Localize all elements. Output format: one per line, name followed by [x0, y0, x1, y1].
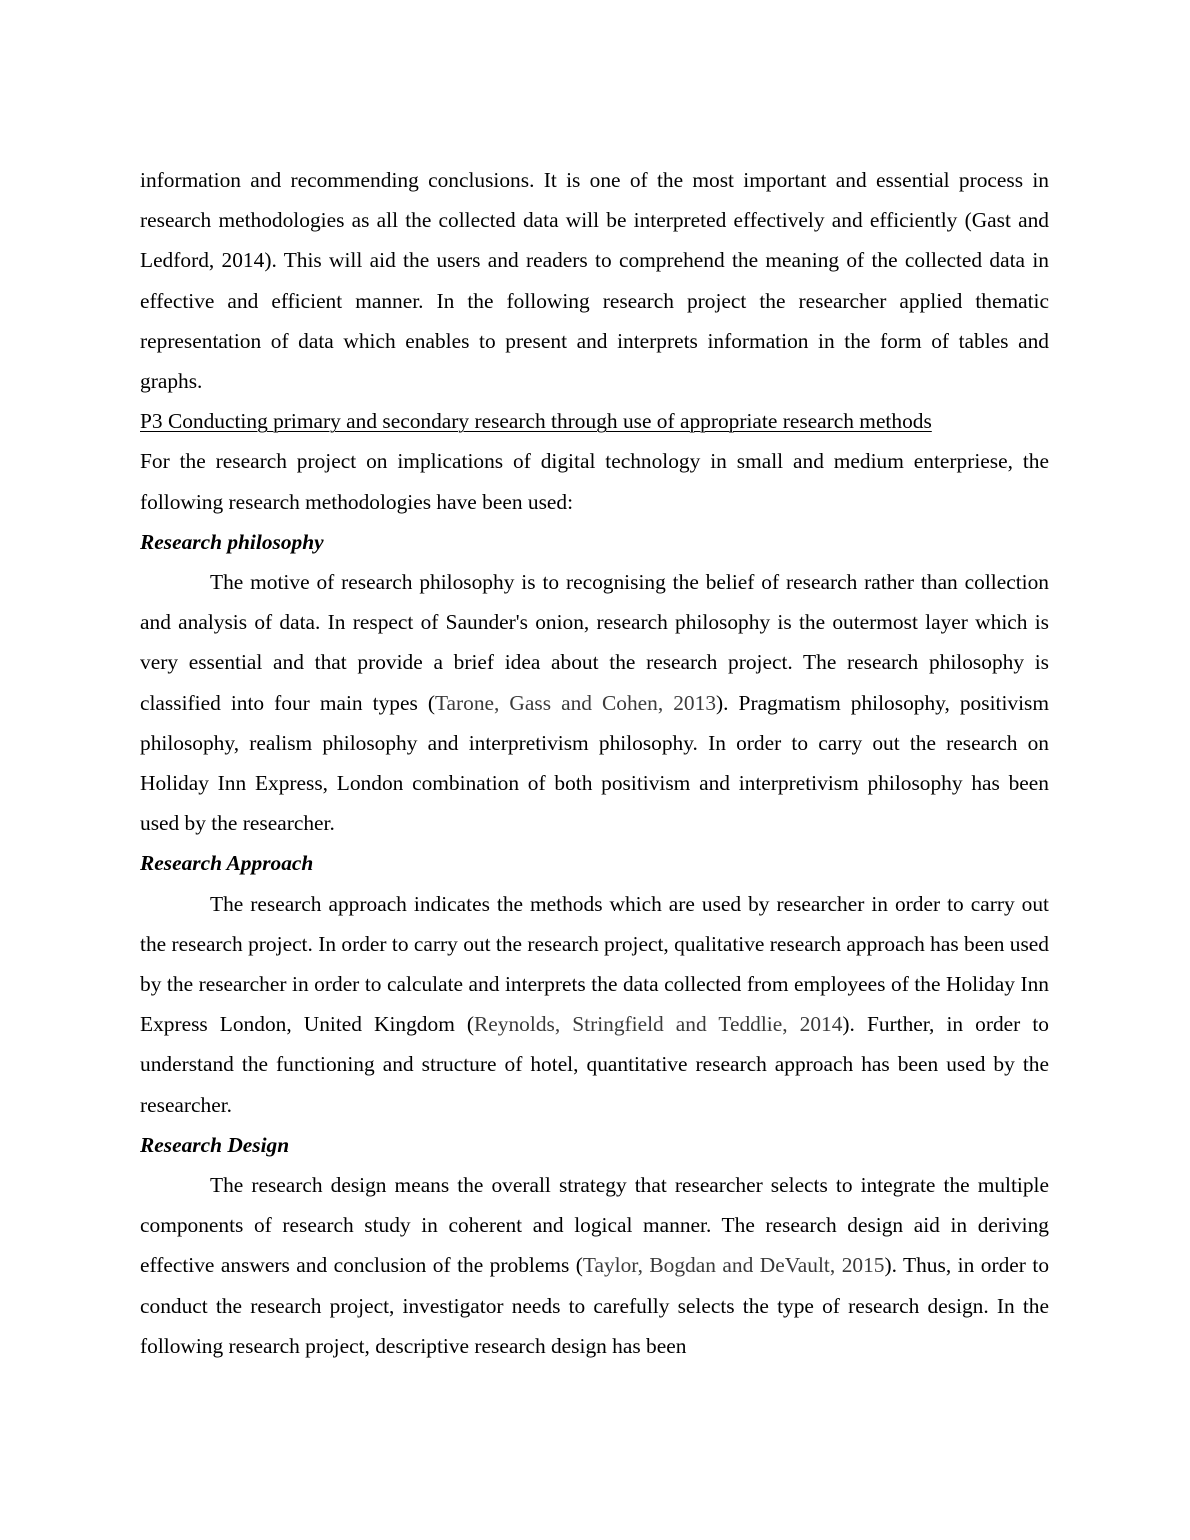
- paragraph-text: The research design means the overall strategy that researcher selects to integrate the multiple components of research study in coherent and logical manner. The research design aid in deriving effective answers and conclusion of the problems (: [140, 1173, 1049, 1278]
- section-heading: P3 Conducting primary and secondary research through use of appropriate research methods: [140, 409, 932, 434]
- research-philosophy-heading: Research philosophy: [140, 529, 324, 554]
- paragraph-text: The research approach indicates the methods which are used by researcher in order to carry out the research project. In order to carry out the research project, qualitative research approach has been used by the researcher in order to calculate and interprets the data collected from employees of the Holiday Inn Express London, United Kingdom (: [140, 891, 1049, 1037]
- research-approach-paragraph: [140, 884, 1049, 1125]
- research-approach-heading: Research Approach: [140, 851, 314, 876]
- citation: Tarone, Gass and Cohen, 2013: [434, 690, 717, 715]
- research-design-heading: Research Design: [140, 1132, 290, 1157]
- citation: Reynolds, Stringfield and Teddlie, 2014: [474, 1012, 843, 1037]
- document-page: [140, 160, 1049, 1366]
- paragraph-text: The motive of research philosophy is to recognising the belief of research rather than collection and analysis of data. In respect of Saunder's onion, research philosophy is the outermost layer which is very essential and that provide a brief idea about the research project. The research philosophy is classified into four main types (: [140, 570, 1049, 715]
- research-philosophy-paragraph: [140, 562, 1049, 843]
- intro-paragraph: information and recommending conclusions. It is one of the most important and essential process in research methodologies as all the collected data will be interpreted effectively and efficiently (Gast and Ledford, 2014). This will aid the users and readers to comprehend the meaning of the collected data in effective and efficient manner. In the following research project the researcher applied thematic representation of data which enables to present and interprets information in the form of tables and graphs.: [140, 168, 1049, 394]
- citation: Taylor, Bogdan and DeVault, 2015: [582, 1253, 885, 1278]
- paragraph-text: ). Thus, in order to conduct the research project, investigator needs to carefully selects the type of research design. In the following research project, descriptive research design has been: [140, 1253, 1050, 1358]
- section-intro-paragraph: For the research project on implications of digital technology in small and medium enterpriese, the following research methodologies have been used:: [140, 449, 1049, 514]
- paragraph-text: ). Further, in order to understand the functioning and structure of hotel, quantitative research approach has been used by the researcher.: [140, 1012, 1050, 1117]
- research-design-paragraph: [140, 1165, 1049, 1366]
- paragraph-text: ). Pragmatism philosophy, positivism philosophy, realism philosophy and interpretivism philosophy. In order to carry out the research on Holiday Inn Express, London combination of both positivism and interpretivism philosophy has been used by the researcher.: [140, 690, 1050, 836]
